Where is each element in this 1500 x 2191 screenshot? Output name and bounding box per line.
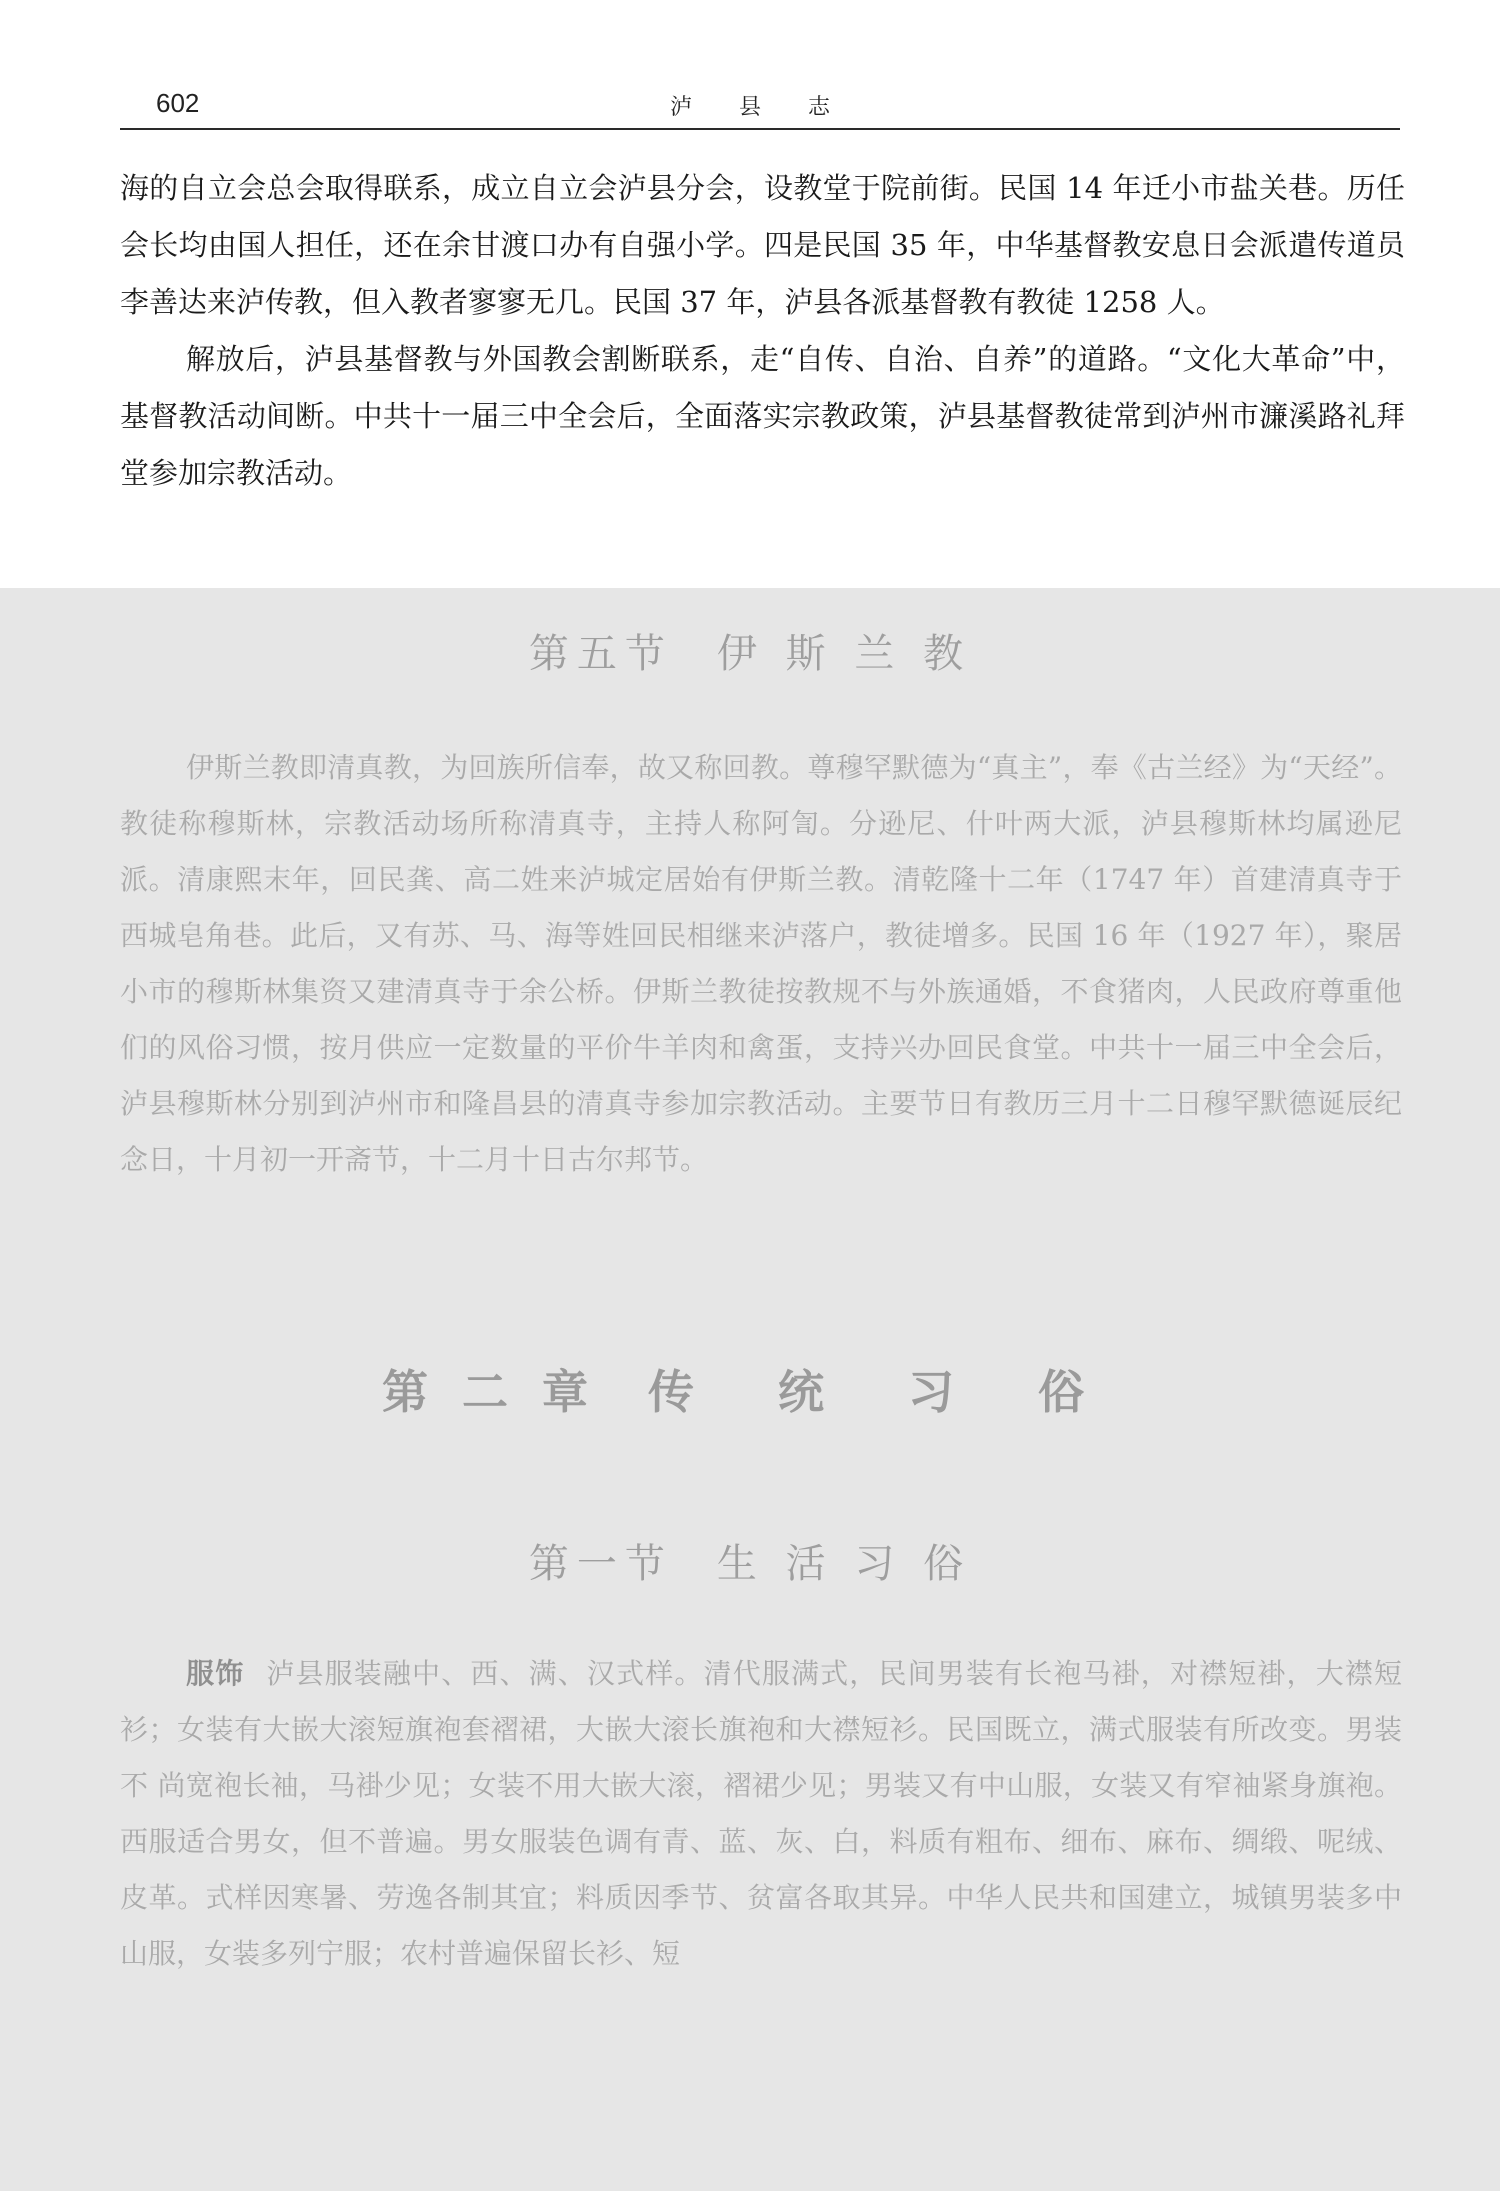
clothing-body xyxy=(120,1646,1402,1982)
section-number: 第五节 xyxy=(528,631,673,677)
christianity-continuation xyxy=(120,160,1405,502)
page-header xyxy=(120,84,1400,130)
faded-region xyxy=(0,588,1500,2191)
section-heading-islam xyxy=(0,622,1500,679)
body-paragraph: 解放后，泸县基督教与外国教会割断联系，走“自传、自治、自养”的道路。“文化大革命”中，基督教活动间断。中共十一届三中全会后，全面落实宗教政策，泸县基督教徒常到泸州市濂溪路礼拜堂参加宗教活动。 xyxy=(120,342,1405,490)
islam-body xyxy=(120,740,1402,1188)
section-number: 第一节 xyxy=(528,1541,673,1587)
body-paragraph: 海的自立会总会取得联系，成立自立会泸县分会，设教堂于院前街。民国 14 年迁小市盐关巷。历任会长均由国人担任，还在余甘渡口办有自强小学。四是民国 35 年，中华基督教安息日会派遣传道员李善达来泸传教，但入教者寥寥无几。民国 37 年，泸县各派基督教有教徒 1258 人。 xyxy=(120,171,1405,319)
chapter-heading xyxy=(0,1356,1500,1422)
body-paragraph: 伊斯兰教即清真教，为回族所信奉，故又称回教。尊穆罕默德为“真主”，奉《古兰经》为“天经”。教徒称穆斯林，宗教活动场所称清真寺，主持人称阿訇。分逊尼、什叶两大派，泸县穆斯林均属逊尼派。清康熙末年，回民龚、高二姓来泸城定居始有伊斯兰教。清乾隆十二年（1747 年）首建清真寺于西城皂角巷。此后，又有苏、马、海等姓回民相继来泸落户，教徒增多。民国 16 年（1927 年），聚居小市的穆斯林集资又建清真寺于余公桥。伊斯兰教徒按教规不与外族通婚，不食猪肉，人民政府尊重他们的风俗习惯，按月供应一定数量的平价牛羊肉和禽蛋，支持兴办回民食堂。中共十一届三中全会后，泸县穆斯林分别到泸州市和隆昌县的清真寺参加宗教活动。主要节日有教历三月十二日穆罕默德诞辰纪念日，十月初一开斋节，十二月十日古尔邦节。 xyxy=(120,751,1402,1176)
section-title: 伊 斯 兰 教 xyxy=(716,631,972,677)
chapter-number: 第二章 xyxy=(381,1365,622,1419)
run-in-heading: 服饰 xyxy=(186,1657,245,1690)
page-number: 602 xyxy=(156,88,200,118)
body-paragraph xyxy=(120,1646,1402,1982)
section-heading-life xyxy=(0,1532,1500,1589)
section-title: 生 活 习 俗 xyxy=(716,1541,972,1587)
book-title: 泸 县 志 xyxy=(670,95,850,120)
chapter-title: 传 统 习 俗 xyxy=(647,1365,1119,1419)
paragraph-text: 泸县服装融中、西、满、汉式样。清代服满式，民间男装有长袍马褂，对襟短褂，大襟短衫；女装有大嵌大滚短旗袍套褶裙，大嵌大滚长旗袍和大襟短衫。民国既立，满式服装有所改变。男装不 尚宽袍长袖，马褂少见；女装不用大嵌大滚，褶裙少见；男装又有中山服，女装又有窄袖紧身旗袍。西服适合男女，但不普遍。男女服装色调有青、蓝、灰、白，料质有粗布、细布、麻布、绸缎、呢绒、皮革。式样因寒暑、劳逸各制其宜；料质因季节、贫富各取其异。中华人民共和国建立，城镇男装多中山服，女装多列宁服；农村普遍保留长衫、短 xyxy=(120,1657,1402,1970)
